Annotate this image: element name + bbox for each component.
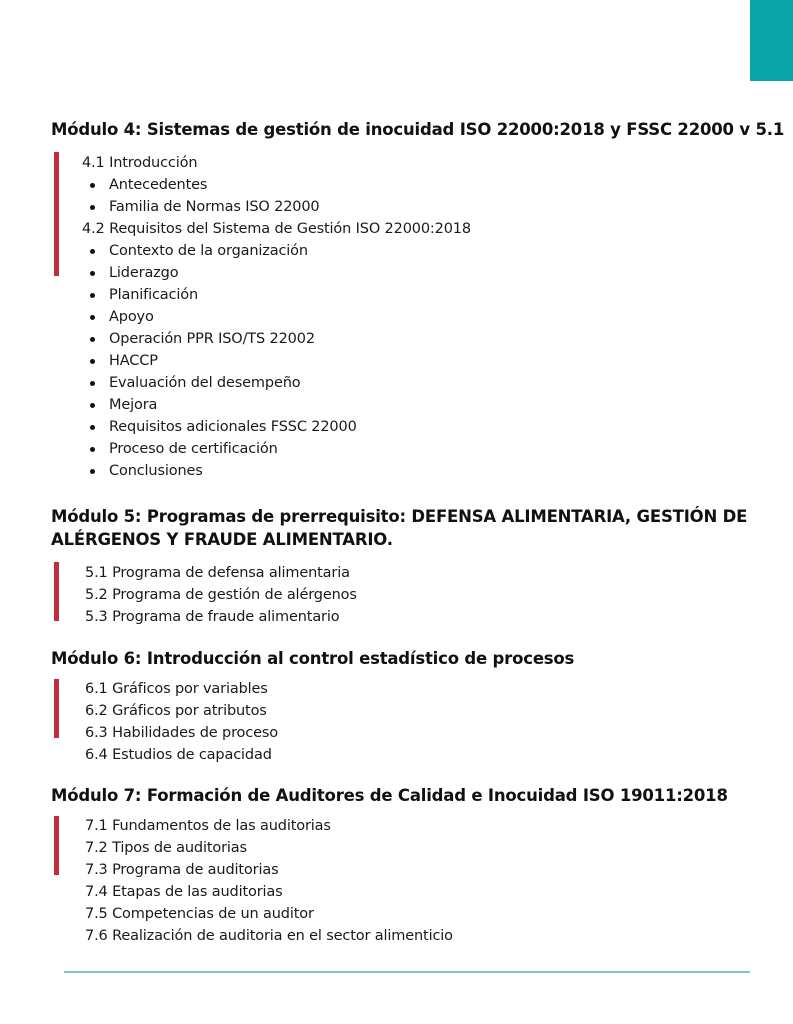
module-4-accent-bar [54, 152, 59, 276]
bullet-text: Liderazgo [109, 265, 179, 281]
list-item-bullet [82, 394, 471, 416]
list-item-bullet [82, 372, 471, 394]
list-item: 7.5 Competencias de un auditor [85, 906, 314, 922]
bullet-text: Familia de Normas ISO 22000 [109, 199, 320, 215]
list-item-bullet [82, 240, 471, 262]
bullet-text: Proceso de certificación [109, 441, 278, 457]
list-item: 7.3 Programa de auditorias [85, 862, 279, 878]
list-item-bullet [82, 196, 471, 218]
list-item-bullet [82, 262, 471, 284]
list-item: 7.2 Tipos de auditorias [85, 840, 247, 856]
module-6-list [85, 678, 278, 766]
bullet-icon [90, 205, 95, 210]
bullet-icon [90, 469, 95, 474]
module-7-accent-bar [54, 816, 59, 875]
list-item: 6.3 Habilidades de proceso [85, 725, 278, 741]
bullet-text: Conclusiones [109, 463, 203, 479]
bullet-icon [90, 337, 95, 342]
module-5-title [51, 505, 747, 551]
module-5-title-line-2: ALÉRGENOS Y FRAUDE ALIMENTARIO. [51, 530, 393, 549]
list-item: 7.6 Realización de auditoria en el sector alimenticio [85, 928, 453, 944]
corner-tab-decoration [750, 0, 793, 81]
module-4-list [82, 152, 471, 482]
list-item: 5.1 Programa de defensa alimentaria [85, 565, 350, 581]
list-item-bullet [82, 174, 471, 196]
module-4-title: Módulo 4: Sistemas de gestión de inocuidad ISO 22000:2018 y FSSC 22000 v 5.1 [51, 120, 785, 139]
bullet-text: Antecedentes [109, 177, 208, 193]
list-item-bullet [82, 284, 471, 306]
list-item: 5.2 Programa de gestión de alérgenos [85, 587, 357, 603]
module-5-accent-bar [54, 562, 59, 621]
bullet-text: Operación PPR ISO/TS 22002 [109, 331, 315, 347]
list-item-bullet [82, 350, 471, 372]
bullet-icon [90, 425, 95, 430]
list-item-bullet [82, 460, 471, 482]
module-5-list [85, 562, 357, 628]
footer-divider [64, 971, 750, 973]
bullet-icon [90, 359, 95, 364]
list-item: 6.4 Estudios de capacidad [85, 747, 272, 763]
bullet-icon [90, 271, 95, 276]
module-7-title: Módulo 7: Formación de Auditores de Calidad e Inocuidad ISO 19011:2018 [51, 786, 728, 805]
module-6-title: Módulo 6: Introducción al control estadístico de procesos [51, 649, 575, 668]
bullet-text: Planificación [109, 287, 198, 303]
bullet-icon [90, 293, 95, 298]
list-item-section: 4.2 Requisitos del Sistema de Gestión ISO 22000:2018 [82, 221, 471, 237]
bullet-icon [90, 249, 95, 254]
bullet-icon [90, 403, 95, 408]
bullet-text: Apoyo [109, 309, 154, 325]
list-item-bullet [82, 328, 471, 350]
list-item: 6.2 Gráficos por atributos [85, 703, 267, 719]
module-5-title-line-1: Módulo 5: Programas de prerrequisito: DEFENSA ALIMENTARIA, GESTIÓN DE [51, 507, 748, 526]
bullet-text: Requisitos adicionales FSSC 22000 [109, 419, 357, 435]
list-item-bullet [82, 438, 471, 460]
bullet-text: Evaluación del desempeño [109, 375, 301, 391]
list-item: 7.4 Etapas de las auditorias [85, 884, 283, 900]
bullet-text: HACCP [109, 353, 158, 369]
list-item-bullet [82, 306, 471, 328]
bullet-icon [90, 447, 95, 452]
list-item-section: 4.1 Introducción [82, 155, 198, 171]
list-item: 7.1 Fundamentos de las auditorias [85, 818, 331, 834]
module-7-list [85, 815, 453, 947]
list-item: 6.1 Gráficos por variables [85, 681, 268, 697]
module-6-accent-bar [54, 679, 59, 738]
bullet-text: Mejora [109, 397, 158, 413]
bullet-text: Contexto de la organización [109, 243, 308, 259]
bullet-icon [90, 315, 95, 320]
bullet-icon [90, 381, 95, 386]
list-item: 5.3 Programa de fraude alimentario [85, 609, 340, 625]
list-item-bullet [82, 416, 471, 438]
bullet-icon [90, 183, 95, 188]
